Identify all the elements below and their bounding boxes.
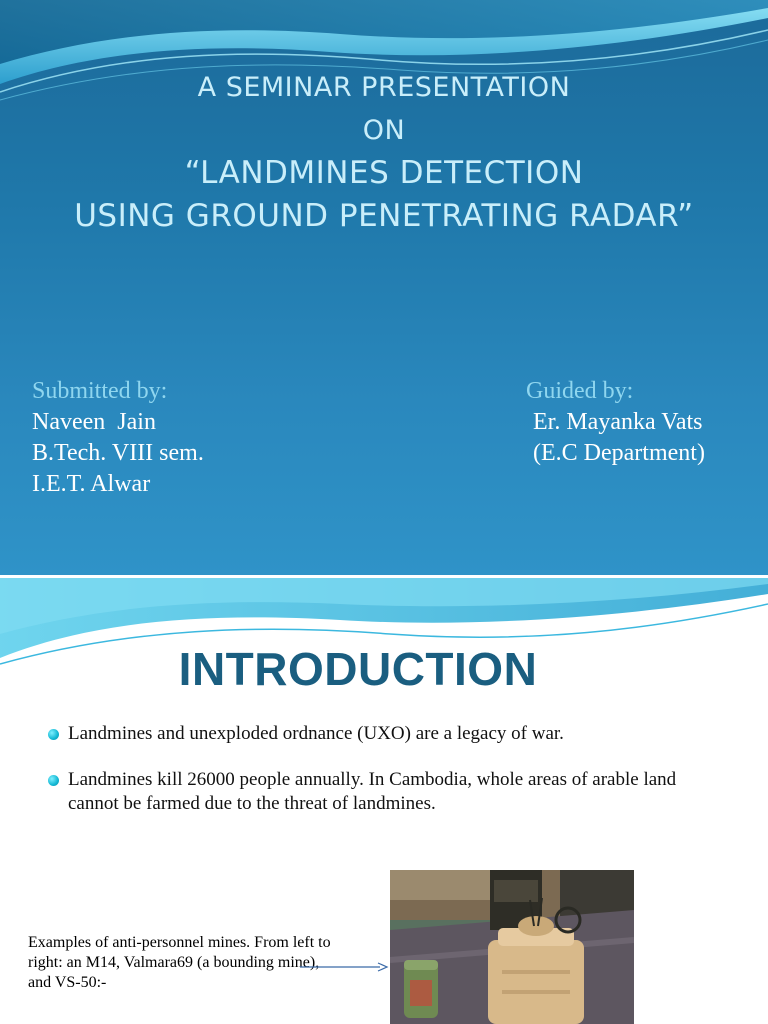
title-line: “LANDMINES DETECTION bbox=[184, 155, 584, 191]
bullet-icon bbox=[48, 775, 59, 786]
presentation-title bbox=[0, 66, 768, 238]
student-course: B.Tech. VIII sem. bbox=[32, 440, 204, 466]
introduction-slide bbox=[0, 578, 768, 1024]
guide-name: Er. Mayanka Vats bbox=[533, 409, 703, 435]
slide-heading: INTRODUCTION bbox=[178, 643, 538, 695]
bullet-text: Landmines kill 26000 people annually. In Cambodia, whole areas of arable land cannot be farmed due to the threat of landmines. bbox=[68, 769, 677, 814]
arrow-icon bbox=[298, 961, 390, 973]
student-name: Naveen Jain bbox=[32, 409, 156, 435]
submitted-by-heading: Submitted by: bbox=[32, 378, 168, 404]
title-line: A SEMINAR PRESENTATION bbox=[197, 72, 571, 103]
bullet-icon bbox=[48, 729, 59, 740]
image-caption: Examples of anti-personnel mines. From left to right: an M14, Valmara69 (a bounding mine), and VS-50:- bbox=[28, 934, 331, 991]
list-item bbox=[48, 768, 708, 816]
guide-department: (E.C Department) bbox=[533, 440, 705, 466]
submitted-by-block bbox=[32, 376, 204, 500]
bullet-text: Landmines and unexploded ordnance (UXO) are a legacy of war. bbox=[68, 723, 564, 744]
guided-by-heading: Guided by: bbox=[526, 378, 634, 404]
guided-by-block bbox=[526, 376, 705, 469]
title-line: USING GROUND PENETRATING RADAR” bbox=[74, 198, 694, 234]
bullet-list bbox=[48, 722, 708, 838]
student-institute: I.E.T. Alwar bbox=[32, 471, 151, 497]
title-line: ON bbox=[362, 115, 406, 146]
list-item bbox=[48, 722, 708, 746]
landmines-photo bbox=[390, 870, 634, 1024]
